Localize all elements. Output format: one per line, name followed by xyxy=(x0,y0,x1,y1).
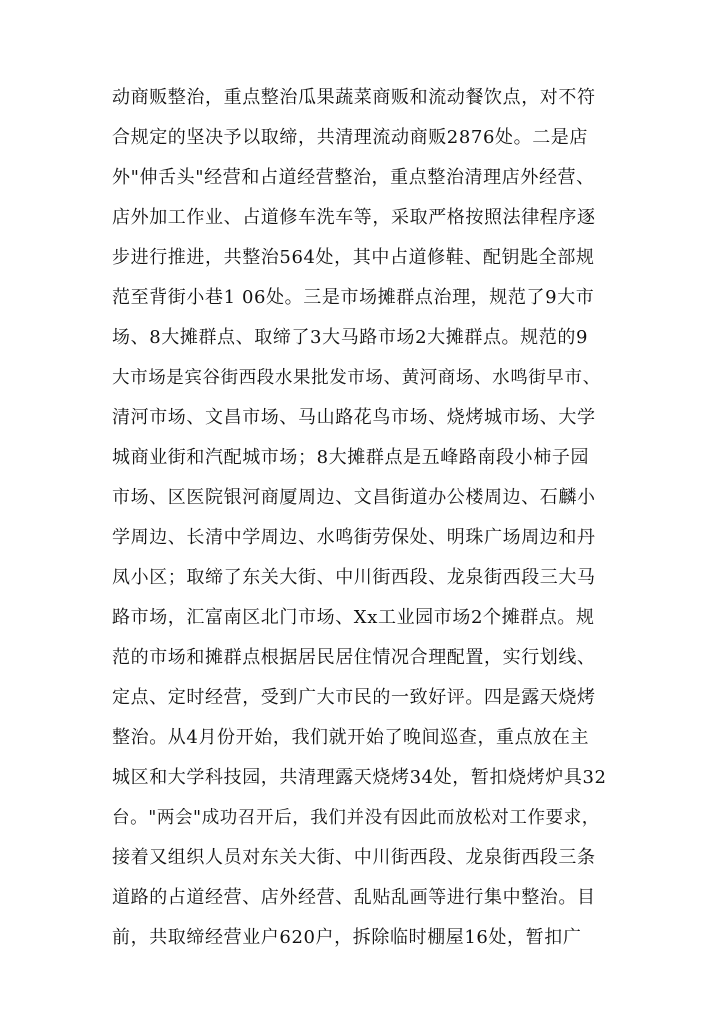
text-line: 外"伸舌头"经营和占道经营整治，重点整治清理店外经营、 xyxy=(112,167,595,188)
text-line: 范的市场和摊群点根据居民居住情况合理配置，实行划线、 xyxy=(112,647,596,668)
text-line: 合规定的坚决予以取缔，共清理流动商贩2876处。二是店 xyxy=(112,127,589,148)
text-line: 市场、区医院银河商厦周边、文昌街道办公楼周边、石麟小 xyxy=(112,487,596,508)
text-line: 步进行推进，共整治564处，其中占道修鞋、配钥匙全部规 xyxy=(112,247,595,268)
text-line: 道路的占道经营、店外经营、乱贴乱画等进行集中整治。目 xyxy=(112,887,596,908)
text-line: 范至背街小巷1 06处。三是市场摊群点治理，规范了9大市 xyxy=(112,287,595,308)
text-line: 凤小区；取缔了东关大街、中川街西段、龙泉街西段三大马 xyxy=(112,567,596,588)
text-line: 接着又组织人员对东关大街、中川街西段、龙泉街西段三条 xyxy=(112,847,596,868)
text-line: 路市场，汇富南区北门市场、Xx工业园市场2个摊群点。规 xyxy=(112,607,595,628)
text-line: 定点、定时经营，受到广大市民的一致好评。四是露天烧烤 xyxy=(112,687,596,708)
text-line: 学周边、长清中学周边、水鸣街劳保处、明珠广场周边和丹 xyxy=(112,527,596,548)
text-line: 店外加工作业、占道修车洗车等，采取严格按照法律程序逐 xyxy=(112,207,596,228)
text-line: 前，共取缔经营业户620户，拆除临时棚屋16处，暂扣广 xyxy=(112,927,582,948)
text-line: 清河市场、文昌市场、马山路花鸟市场、烧烤城市场、大学 xyxy=(112,407,596,428)
text-line: 动商贩整治，重点整治瓜果蔬菜商贩和流动餐饮点，对不符 xyxy=(112,87,596,108)
body-text xyxy=(112,78,612,958)
text-line: 台。"两会"成功召开后，我们并没有因此而放松对工作要求， xyxy=(112,808,600,828)
text-line: 场、8大摊群点、取缔了3大马路市场2大摊群点。规范的9 xyxy=(112,327,589,348)
text-line: 城商业街和汽配城市场；8大摊群点是五峰路南段小柿子园 xyxy=(112,447,590,468)
text-line: 城区和大学科技园，共清理露天烧烤34处，暂扣烧烤炉具32 xyxy=(112,767,607,788)
text-line: 整治。从4月份开始，我们就开始了晚间巡查，重点放在主 xyxy=(112,727,590,748)
text-line: 大市场是宾谷街西段水果批发市场、黄河商场、水鸣街早市、 xyxy=(112,368,601,388)
